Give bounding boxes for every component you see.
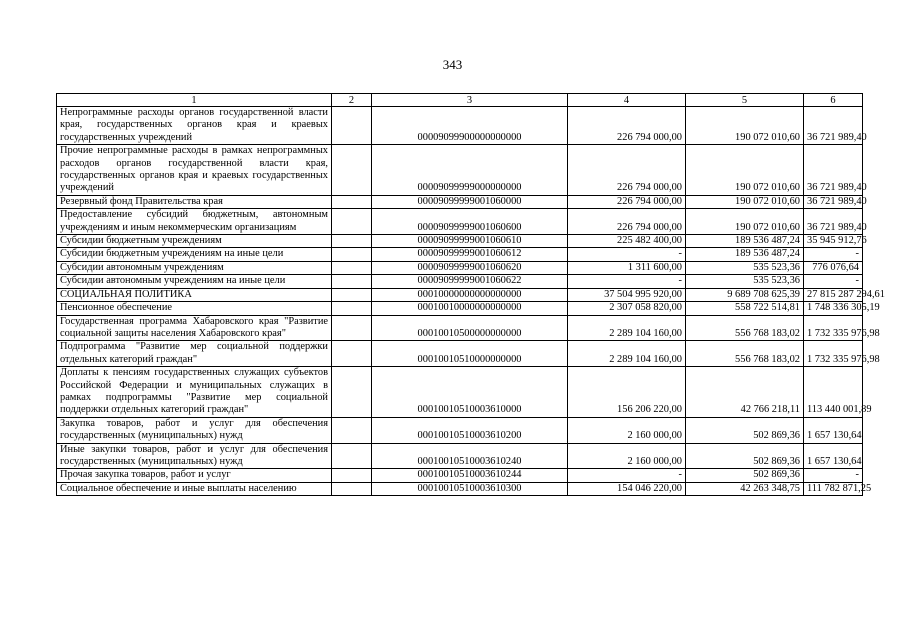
header-col-1: 1: [57, 94, 332, 107]
table-row: [57, 302, 863, 315]
table-row: [57, 417, 863, 443]
row-name-cell: Пенсионное обеспечение: [57, 302, 332, 315]
table-row: [57, 261, 863, 274]
row-code-cell: 00010010510003610240: [372, 443, 568, 469]
row-col2-cell: [332, 315, 372, 341]
row-code-cell: 00010010510003610300: [372, 482, 568, 495]
row-executed-cell: 502 869,36: [686, 417, 804, 443]
row-code-cell: 00010010510000000000: [372, 341, 568, 367]
row-remaining-cell: 776 076,64: [804, 261, 863, 274]
row-executed-cell: 189 536 487,24: [686, 248, 804, 261]
table-row: [57, 209, 863, 235]
row-code-cell: 00010010510003610244: [372, 469, 568, 482]
row-col2-cell: [332, 288, 372, 301]
row-name-cell: Иные закупки товаров, работ и услуг для обеспечения государственных (муниципальных) нужд: [57, 443, 332, 469]
row-remaining-cell: -: [804, 275, 863, 288]
row-plan-cell: -: [568, 275, 686, 288]
table-header-row: [57, 94, 863, 107]
row-col2-cell: [332, 275, 372, 288]
row-remaining-cell: 27 815 287 294,61: [804, 288, 863, 301]
row-remaining-cell: 1 657 130,64: [804, 417, 863, 443]
table-row: [57, 235, 863, 248]
row-name-cell: Прочая закупка товаров, работ и услуг: [57, 469, 332, 482]
row-name-cell: Доплаты к пенсиям государственных служащих субъектов Российской Федерации и муниципальных служащих в рамках подпрограммы "Развитие мер социальной поддержки отдельных категорий граждан": [57, 367, 332, 418]
row-plan-cell: 2 160 000,00: [568, 443, 686, 469]
table-row: [57, 248, 863, 261]
row-col2-cell: [332, 482, 372, 495]
row-remaining-cell: -: [804, 469, 863, 482]
row-code-cell: 00009099999001060600: [372, 209, 568, 235]
table-row: [57, 275, 863, 288]
row-executed-cell: 558 722 514,81: [686, 302, 804, 315]
row-remaining-cell: 35 945 912,76: [804, 235, 863, 248]
row-executed-cell: 9 689 708 625,39: [686, 288, 804, 301]
row-executed-cell: 190 072 010,60: [686, 107, 804, 145]
row-remaining-cell: 113 440 001,89: [804, 367, 863, 418]
row-col2-cell: [332, 261, 372, 274]
row-plan-cell: -: [568, 469, 686, 482]
row-remaining-cell: 1 732 335 976,98: [804, 315, 863, 341]
row-executed-cell: 190 072 010,60: [686, 209, 804, 235]
row-plan-cell: 156 206 220,00: [568, 367, 686, 418]
row-col2-cell: [332, 469, 372, 482]
row-plan-cell: 225 482 400,00: [568, 235, 686, 248]
row-executed-cell: 42 766 218,11: [686, 367, 804, 418]
row-remaining-cell: 36 721 989,40: [804, 107, 863, 145]
page-number: 343: [442, 57, 463, 72]
row-remaining-cell: -: [804, 248, 863, 261]
header-col-3: 3: [372, 94, 568, 107]
row-plan-cell: 154 046 220,00: [568, 482, 686, 495]
row-name-cell: Субсидии автономным учреждениям: [57, 261, 332, 274]
row-executed-cell: 535 523,36: [686, 275, 804, 288]
row-code-cell: 00009099999001060622: [372, 275, 568, 288]
row-col2-cell: [332, 107, 372, 145]
row-code-cell: 00010010510003610000: [372, 367, 568, 418]
table-row: [57, 107, 863, 145]
header-col-4: 4: [568, 94, 686, 107]
row-remaining-cell: 36 721 989,40: [804, 195, 863, 208]
header-col-6: 6: [804, 94, 863, 107]
row-plan-cell: 1 311 600,00: [568, 261, 686, 274]
row-plan-cell: 37 504 995 920,00: [568, 288, 686, 301]
row-col2-cell: [332, 145, 372, 196]
row-executed-cell: 535 523,36: [686, 261, 804, 274]
row-code-cell: 00009099999001060610: [372, 235, 568, 248]
row-code-cell: 00010010510003610200: [372, 417, 568, 443]
row-code-cell: 00009099999001060000: [372, 195, 568, 208]
row-plan-cell: 226 794 000,00: [568, 195, 686, 208]
budget-table: [56, 93, 885, 496]
header-col-2: 2: [332, 94, 372, 107]
row-executed-cell: 189 536 487,24: [686, 235, 804, 248]
row-col2-cell: [332, 341, 372, 367]
row-name-cell: Социальное обеспечение и иные выплаты населению: [57, 482, 332, 495]
row-remaining-cell: 1 657 130,64: [804, 443, 863, 469]
row-plan-cell: -: [568, 248, 686, 261]
row-col2-cell: [332, 209, 372, 235]
table-row: [57, 482, 863, 495]
row-remaining-cell: 111 782 871,25: [804, 482, 863, 495]
table-row: [57, 288, 863, 301]
row-name-cell: СОЦИАЛЬНАЯ ПОЛИТИКА: [57, 288, 332, 301]
row-name-cell: Прочие непрограммные расходы в рамках непрограммных расходов органов государственной власти края, государственных органов края и краевых государственных учреждений: [57, 145, 332, 196]
row-name-cell: Субсидии бюджетным учреждениям: [57, 235, 332, 248]
row-executed-cell: 556 768 183,02: [686, 315, 804, 341]
row-col2-cell: [332, 417, 372, 443]
row-code-cell: 00010010500000000000: [372, 315, 568, 341]
header-col-5: 5: [686, 94, 804, 107]
row-executed-cell: 190 072 010,60: [686, 195, 804, 208]
table-row: [57, 443, 863, 469]
table-row: [57, 367, 863, 418]
row-col2-cell: [332, 443, 372, 469]
row-code-cell: 00009099999000000000: [372, 145, 568, 196]
table-row: [57, 469, 863, 482]
row-executed-cell: 42 263 348,75: [686, 482, 804, 495]
row-remaining-cell: 1 748 336 305,19: [804, 302, 863, 315]
row-plan-cell: 2 307 058 820,00: [568, 302, 686, 315]
row-name-cell: Государственная программа Хабаровского края "Развитие социальной защиты населения Хабаровского края": [57, 315, 332, 341]
row-remaining-cell: 1 732 335 976,98: [804, 341, 863, 367]
row-name-cell: Закупка товаров, работ и услуг для обеспечения государственных (муниципальных) нужд: [57, 417, 332, 443]
row-name-cell: Резервный фонд Правительства края: [57, 195, 332, 208]
row-col2-cell: [332, 195, 372, 208]
row-col2-cell: [332, 235, 372, 248]
row-plan-cell: 2 160 000,00: [568, 417, 686, 443]
row-plan-cell: 226 794 000,00: [568, 107, 686, 145]
row-code-cell: 00010000000000000000: [372, 288, 568, 301]
row-executed-cell: 502 869,36: [686, 443, 804, 469]
row-code-cell: 00009099999001060620: [372, 261, 568, 274]
row-plan-cell: 226 794 000,00: [568, 145, 686, 196]
row-code-cell: 00009099999001060612: [372, 248, 568, 261]
row-executed-cell: 190 072 010,60: [686, 145, 804, 196]
row-name-cell: Субсидии бюджетным учреждениям на иные цели: [57, 248, 332, 261]
row-executed-cell: 556 768 183,02: [686, 341, 804, 367]
table-row: [57, 315, 863, 341]
row-name-cell: Непрограммные расходы органов государственной власти края, государственных органов края и краевых государственных учреждений: [57, 107, 332, 145]
row-name-cell: Субсидии автономным учреждениям на иные цели: [57, 275, 332, 288]
row-code-cell: 00010010000000000000: [372, 302, 568, 315]
row-plan-cell: 226 794 000,00: [568, 209, 686, 235]
row-executed-cell: 502 869,36: [686, 469, 804, 482]
row-plan-cell: 2 289 104 160,00: [568, 315, 686, 341]
row-plan-cell: 2 289 104 160,00: [568, 341, 686, 367]
row-code-cell: 00009099900000000000: [372, 107, 568, 145]
table-row: [57, 195, 863, 208]
table-row: [57, 145, 863, 196]
row-name-cell: Предоставление субсидий бюджетным, автономным учреждениям и иным некоммерческим организациям: [57, 209, 332, 235]
row-name-cell: Подпрограмма "Развитие мер социальной поддержки отдельных категорий граждан": [57, 341, 332, 367]
row-remaining-cell: 36 721 989,40: [804, 145, 863, 196]
row-col2-cell: [332, 302, 372, 315]
row-col2-cell: [332, 367, 372, 418]
row-remaining-cell: 36 721 989,40: [804, 209, 863, 235]
row-col2-cell: [332, 248, 372, 261]
table-row: [57, 341, 863, 367]
